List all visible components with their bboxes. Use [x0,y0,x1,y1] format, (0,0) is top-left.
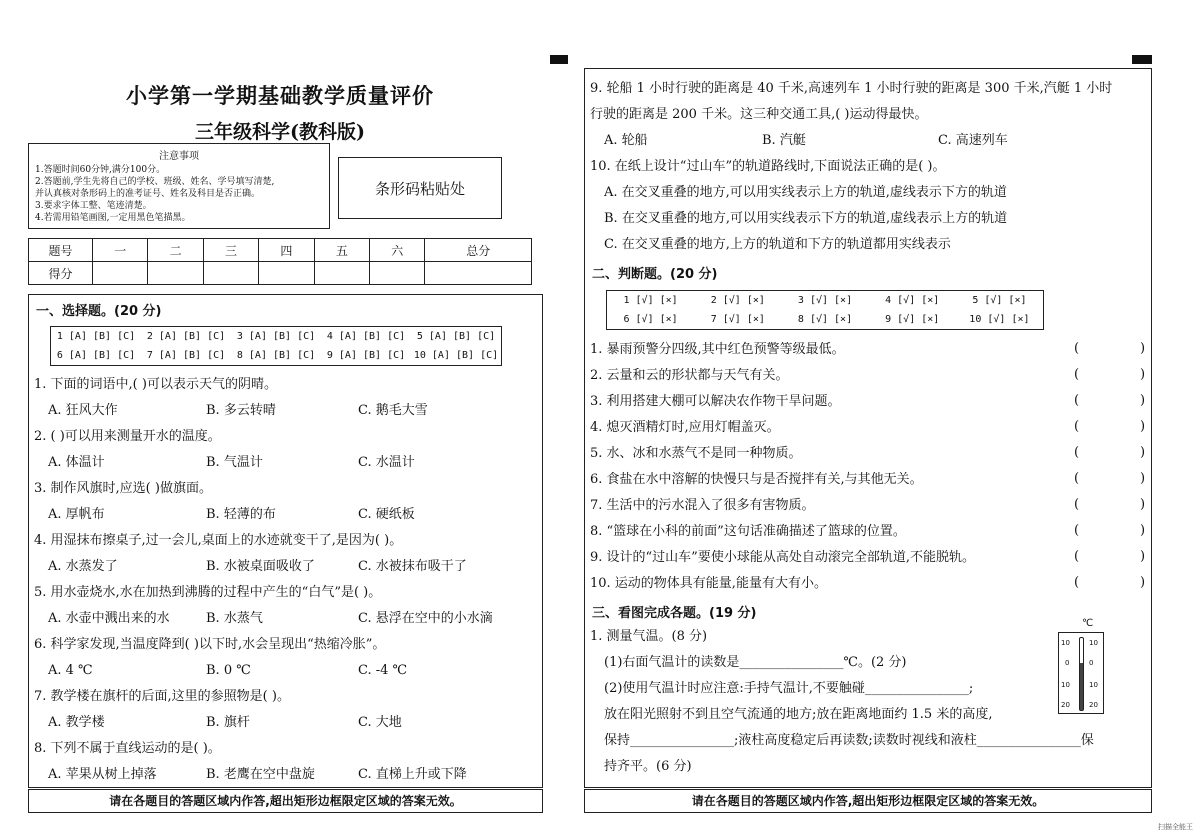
option-a[interactable]: A. 4 ℃ [48,663,93,678]
answer-paren-close: ) [1140,393,1146,408]
answer-paren-close: ) [1140,341,1146,356]
answer-bubble-group[interactable]: 8 [A] [B] [C] [236,350,316,361]
score-cell: 一 [93,239,148,262]
option-a[interactable]: A. 水壶中溅出来的水 [48,611,170,626]
option-b[interactable]: B. 老鹰在空中盘旋 [206,767,315,782]
option-b[interactable]: B. 水被桌面吸收了 [206,559,315,574]
judge-bubble-group[interactable]: 8 [√] [×] [797,314,853,325]
footer-note-left: 请在各题目的答题区域内作答,超出矩形边框限定区域的答案无效。 [28,789,543,813]
answer-paren-close: ) [1140,549,1146,564]
option-c[interactable]: C. 硬纸板 [358,507,415,522]
judge-bubble-group[interactable]: 6 [√] [×] [623,314,678,325]
judge-bubble-group[interactable]: 3 [√] [×] [797,295,853,306]
question-text: 8. 下列不属于直线运动的是( )。 [34,741,221,756]
answer-paren-close: ) [1140,419,1146,434]
answer-paren-close: ) [1140,367,1146,382]
option-a[interactable]: A. 体温计 [48,455,105,470]
option-c[interactable]: C. -4 ℃ [358,663,408,678]
judge-item: 7. 生活中的污水混入了很多有害物质。 [590,498,815,513]
option-b[interactable]: B. 多云转晴 [206,403,276,418]
judge-bubble-group[interactable]: 2 [√] [×] [710,295,765,306]
judge-item: 6. 食盐在水中溶解的快慢只与是否搅拌有关,与其他无关。 [590,472,923,487]
thermometer-tick: 10 [1089,681,1098,689]
judge-bubble-group[interactable]: 10 [√] [×] [969,314,1030,325]
answer-grid [50,326,502,366]
answer-bubble-group[interactable]: 6 [A] [B] [C] [56,350,136,361]
answer-bubble-group[interactable]: 10 [A] [B] [C] [413,350,499,361]
score-cell: 三 [203,239,258,262]
option-a[interactable]: A. 轮船 [604,133,648,148]
answer-paren-open: ( [1074,393,1080,408]
judge-item: 5. 水、冰和水蒸气不是同一种物质。 [590,446,802,461]
judge-item: 8. “篮球在小科的前面”这句话准确描述了篮球的位置。 [590,524,906,539]
score-input-cell[interactable] [148,262,203,285]
thermometer-tick: 10 [1089,639,1098,647]
thermometer-unit: ℃ [1082,618,1094,629]
thermometer-tick: 20 [1061,701,1070,709]
option-b[interactable]: B. 水蒸气 [206,611,263,626]
scanner-watermark: 扫描全能王 [1158,823,1193,831]
answer-bubble-group[interactable]: 2 [A] [B] [C] [146,331,226,342]
option-c[interactable]: C. 水被抹布吸干了 [358,559,467,574]
question-10-text: 10. 在纸上设计“过山车”的轨道路线时,下面说法正确的是( )。 [590,159,946,174]
score-cell: 四 [259,239,314,262]
question-3-1-e: 持齐平。(6 分) [604,759,692,774]
score-cell: 得分 [29,262,93,285]
answer-bubble-group[interactable]: 9 [A] [B] [C] [326,350,406,361]
question-3-1-d: 保持________________;液柱高度稳定后再读数;读数时视线和液柱________________保 [604,733,1094,748]
judge-bubble-group[interactable]: 9 [√] [×] [885,314,940,325]
score-input-cell[interactable] [370,262,425,285]
question-text: 7. 教学楼在旗杆的后面,这里的参照物是( )。 [34,689,290,704]
option-c[interactable]: C. 鹅毛大雪 [358,403,428,418]
answer-paren-close: ) [1140,471,1146,486]
notice-line: 1.答题时间60分钟,满分100分。 [35,165,166,175]
thermometer-figure [1058,632,1104,714]
option-a[interactable]: A. 在交叉重叠的地方,可以用实线表示上方的轨道,虚线表示下方的轨道 [604,185,1007,200]
question-3-1-c: 放在阳光照射不到且空气流通的地方;放在距离地面约 1.5 米的高度, [604,707,993,722]
answer-paren-open: ( [1074,575,1080,590]
registration-mark-right [1132,55,1152,64]
question-3-1-b: (2)使用气温计时应注意:手持气温计,不要触碰________________; [604,681,974,696]
option-b[interactable]: B. 旗杆 [206,715,250,730]
score-input-cell[interactable] [203,262,258,285]
question-text: 5. 用水壶烧水,水在加热到沸腾的过程中产生的“白气”是( )。 [34,585,382,600]
answer-paren-open: ( [1074,341,1080,356]
score-input-cell[interactable] [93,262,148,285]
score-table [28,238,532,285]
judge-bubble-group[interactable]: 4 [√] [×] [885,295,940,306]
option-a[interactable]: A. 苹果从树上掉落 [48,767,157,782]
answer-bubble-group[interactable]: 5 [A] [B] [C] [416,331,496,342]
judge-item: 1. 暴雨预警分四级,其中红色预警等级最低。 [590,342,845,357]
question-text: 4. 用湿抹布擦桌子,过一会儿,桌面上的水迹就变干了,是因为( )。 [34,533,403,548]
option-b[interactable]: B. 汽艇 [762,133,806,148]
notice-line: 2.答题前,学生先将自己的学校、班级、姓名、学号填写清楚, [35,177,275,187]
question-text: 6. 科学家发现,当温度降到( )以下时,水会呈现出“热缩冷胀”。 [34,637,386,652]
option-a[interactable]: A. 狂风大作 [48,403,118,418]
registration-mark-left [550,55,568,64]
judge-item: 4. 熄灭酒精灯时,应用灯帽盖灭。 [590,420,780,435]
answer-bubble-group[interactable]: 1 [A] [B] [C] [56,331,136,342]
barcode-area: 条形码粘贴处 [338,157,502,219]
option-a[interactable]: A. 厚帆布 [48,507,105,522]
exam-subtitle: 三年级科学(教科版) [195,121,365,143]
judge-bubble-group[interactable]: 5 [√] [×] [972,295,1027,306]
option-a[interactable]: A. 教学楼 [48,715,105,730]
exam-title: 小学第一学期基础教学质量评价 [126,83,434,108]
option-c[interactable]: C. 悬浮在空中的小水滴 [358,611,493,626]
question-text: 3. 制作风旗时,应选( )做旗面。 [34,481,212,496]
footer-note-right: 请在各题目的答题区域内作答,超出矩形边框限定区域的答案无效。 [584,789,1152,813]
score-table-header-row [29,239,532,262]
thermometer-tick: 10 [1061,639,1070,647]
score-cell: 二 [148,239,203,262]
question-3-1-a: (1)右面气温计的读数是________________℃。(2 分) [604,655,907,670]
answer-bubble-group[interactable]: 7 [A] [B] [C] [146,350,226,361]
answer-paren-close: ) [1140,497,1146,512]
thermometer-tick: 0 [1089,659,1094,667]
option-c[interactable]: C. 直梯上升或下降 [358,767,467,782]
notice-line: 4.若需用铅笔画图,一定用黑色笔描黑。 [35,213,191,223]
answer-bubble-group[interactable]: 3 [A] [B] [C] [236,331,316,342]
answer-paren-close: ) [1140,445,1146,460]
judge-item: 2. 云量和云的形状都与天气有关。 [590,368,789,383]
option-c[interactable]: C. 大地 [358,715,402,730]
answer-paren-open: ( [1074,445,1080,460]
question-9-line1: 9. 轮船 1 小时行驶的距离是 40 千米,高速列车 1 小时行驶的距离是 300 千米,汽艇 1 小时 [590,81,1113,96]
option-b[interactable]: B. 轻薄的布 [206,507,276,522]
thermometer-tick: 10 [1061,681,1070,689]
question-9-line2: 行驶的距离是 200 千米。这三种交通工具,( )运动得最快。 [590,107,928,122]
answer-paren-open: ( [1074,471,1080,486]
thermometer-liquid [1080,663,1083,710]
answer-paren-open: ( [1074,419,1080,434]
answer-grid-row [51,327,501,346]
answer-paren-close: ) [1140,523,1146,538]
answer-paren-open: ( [1074,523,1080,538]
thermometer-tick: 20 [1089,701,1098,709]
score-cell: 六 [370,239,425,262]
answer-paren-open: ( [1074,549,1080,564]
question-text: 2. ( )可以用来测量开水的温度。 [34,429,221,444]
notice-line: 3.要求字体工整、笔迹清楚。 [35,201,152,211]
judge-grid [606,290,1044,330]
judge-item: 3. 利用搭建大棚可以解决农作物干旱问题。 [590,394,841,409]
option-c[interactable]: C. 水温计 [358,455,415,470]
score-input-cell[interactable] [425,262,532,285]
option-b[interactable]: B. 0 ℃ [206,663,251,678]
option-c[interactable]: C. 高速列车 [938,133,1008,148]
judge-item: 9. 设计的“过山车”要使小球能从高处自动滚完全部轨道,不能脱轨。 [590,550,975,565]
score-cell: 总分 [425,239,532,262]
question-text: 1. 下面的词语中,( )可以表示天气的阴晴。 [34,377,277,392]
question-3-1: 1. 测量气温。(8 分) [590,629,708,644]
thermometer-tick: 0 [1065,659,1070,667]
score-input-cell[interactable] [314,262,369,285]
judge-bubble-group[interactable]: 7 [√] [×] [710,314,765,325]
score-cell: 五 [314,239,369,262]
judge-grid-row [607,310,1043,329]
answer-bubble-group[interactable]: 4 [A] [B] [C] [326,331,406,342]
notice-box [28,143,330,229]
answer-paren-open: ( [1074,367,1080,382]
judge-bubble-group[interactable]: 1 [√] [×] [623,295,678,306]
score-input-cell[interactable] [259,262,314,285]
option-c[interactable]: C. 在交叉重叠的地方,上方的轨道和下方的轨道都用实线表示 [604,237,951,252]
score-table-score-row [29,262,532,285]
notice-title: 注意事项 [159,151,199,162]
option-b[interactable]: B. 气温计 [206,455,263,470]
option-b[interactable]: B. 在交叉重叠的地方,可以用实线表示下方的轨道,虚线表示上方的轨道 [604,211,1008,226]
answer-paren-open: ( [1074,497,1080,512]
section2-title: 二、判断题。(20 分) [592,267,718,282]
notice-line: 并认真核对条形码上的准考证号、姓名及科目是否正确。 [35,189,261,199]
answer-paren-close: ) [1140,575,1146,590]
score-cell: 题号 [29,239,93,262]
judge-grid-row [607,291,1043,310]
section1-title: 一、选择题。(20 分) [36,304,162,319]
option-a[interactable]: A. 水蒸发了 [48,559,118,574]
section3-title: 三、看图完成各题。(19 分) [592,606,757,621]
judge-item: 10. 运动的物体具有能量,能量有大有小。 [590,576,827,591]
answer-grid-row [51,346,501,365]
